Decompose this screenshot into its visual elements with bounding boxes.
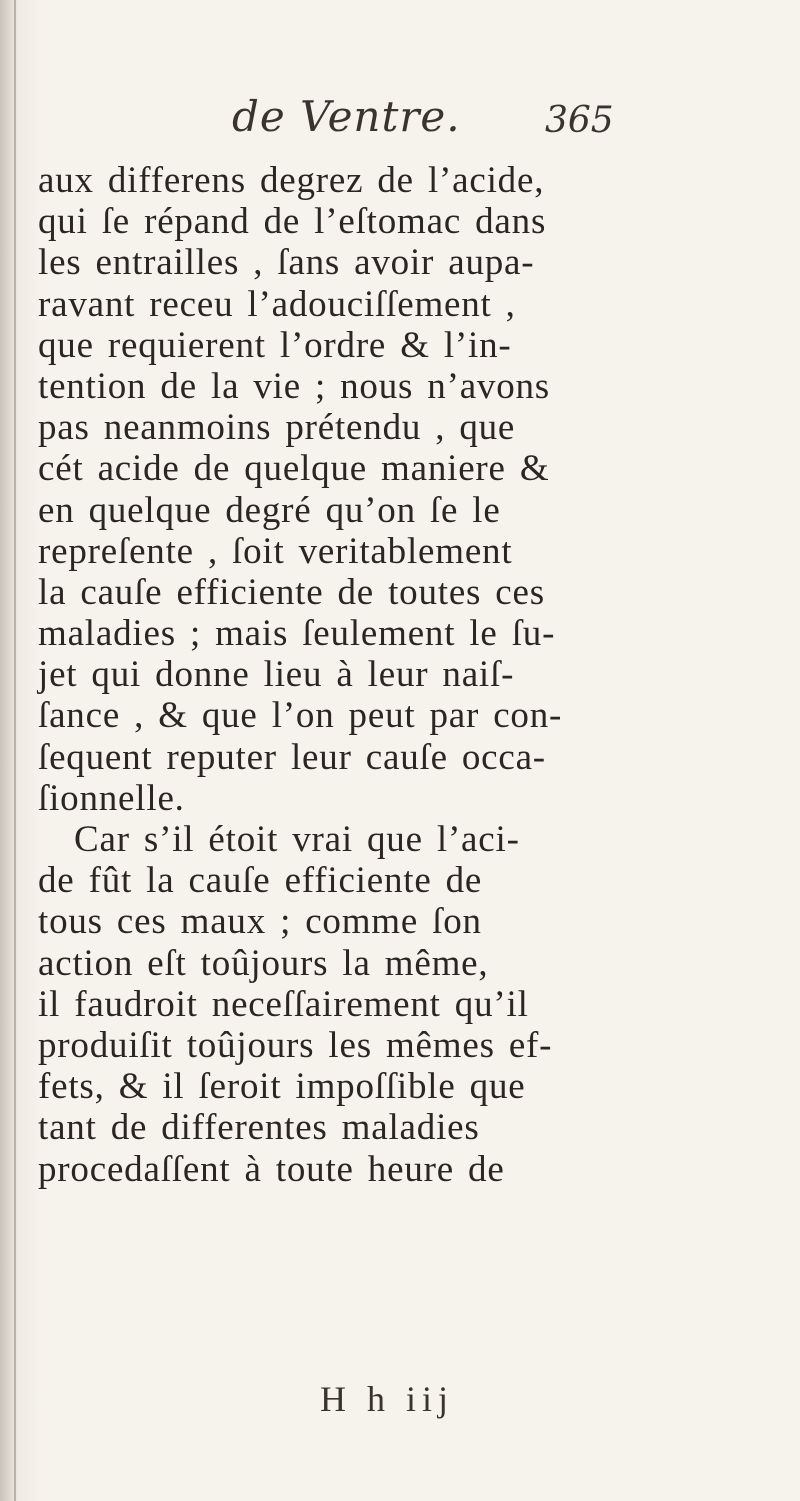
text-line: que requierent l’ordre & l’in- [38,324,512,366]
page-number: 365 [545,100,614,141]
page-gutter [14,0,16,1501]
text-line: la cauſe efficiente de toutes ces [38,571,545,613]
text-line: pas neanmoins prétendu , que [38,407,516,449]
text-line: en quelque degré qu’on ſe le [38,489,501,531]
text-line: action eſt toûjours la même, [38,942,489,984]
text-line: fets, & il ſeroit impoſſible que [38,1066,526,1108]
text-line: qui ſe répand de l’eſtomac dans [38,201,547,243]
text-line: ſequent reputer leur cauſe occa- [38,736,546,778]
page-header [0,92,800,152]
text-line: repreſente , ſoit veritablement [38,530,513,572]
text-line: ſance , & que l’on peut par con- [38,695,563,737]
text-line: il faudroit neceſſairement qu’il [38,983,529,1025]
text-line: aux differens degrez de l’acide, [38,160,545,201]
running-title: de Ventre. [232,92,461,141]
text-line: cét acide de quelque maniere & [38,448,550,490]
text-line: jet qui donne lieu à leur naiſ- [38,654,515,696]
text-line: tant de differentes maladies [38,1107,480,1149]
text-line: de fût la cauſe efficiente de [38,860,483,902]
text-line: les entrailles , ſans avoir aupa- [38,242,535,284]
text-line: tous ces maux ; comme ſon [38,901,482,943]
text-line: procedaſſent à toute heure de [38,1148,505,1190]
signature-mark: H h iij [320,1379,455,1419]
text-line: ravant receu l’adouciſſement , [38,283,516,325]
text-line: maladies ; mais ſeulement le ſu- [38,613,556,655]
body-text [38,160,778,1190]
text-line: produiſit toûjours les mêmes ef- [38,1024,553,1066]
text-line: tention de la vie ; nous n’avons [38,365,551,407]
paragraph-start-line: Car s’il étoit vrai que l’aci- [74,819,520,860]
text-line: ſionnelle. [38,777,185,819]
